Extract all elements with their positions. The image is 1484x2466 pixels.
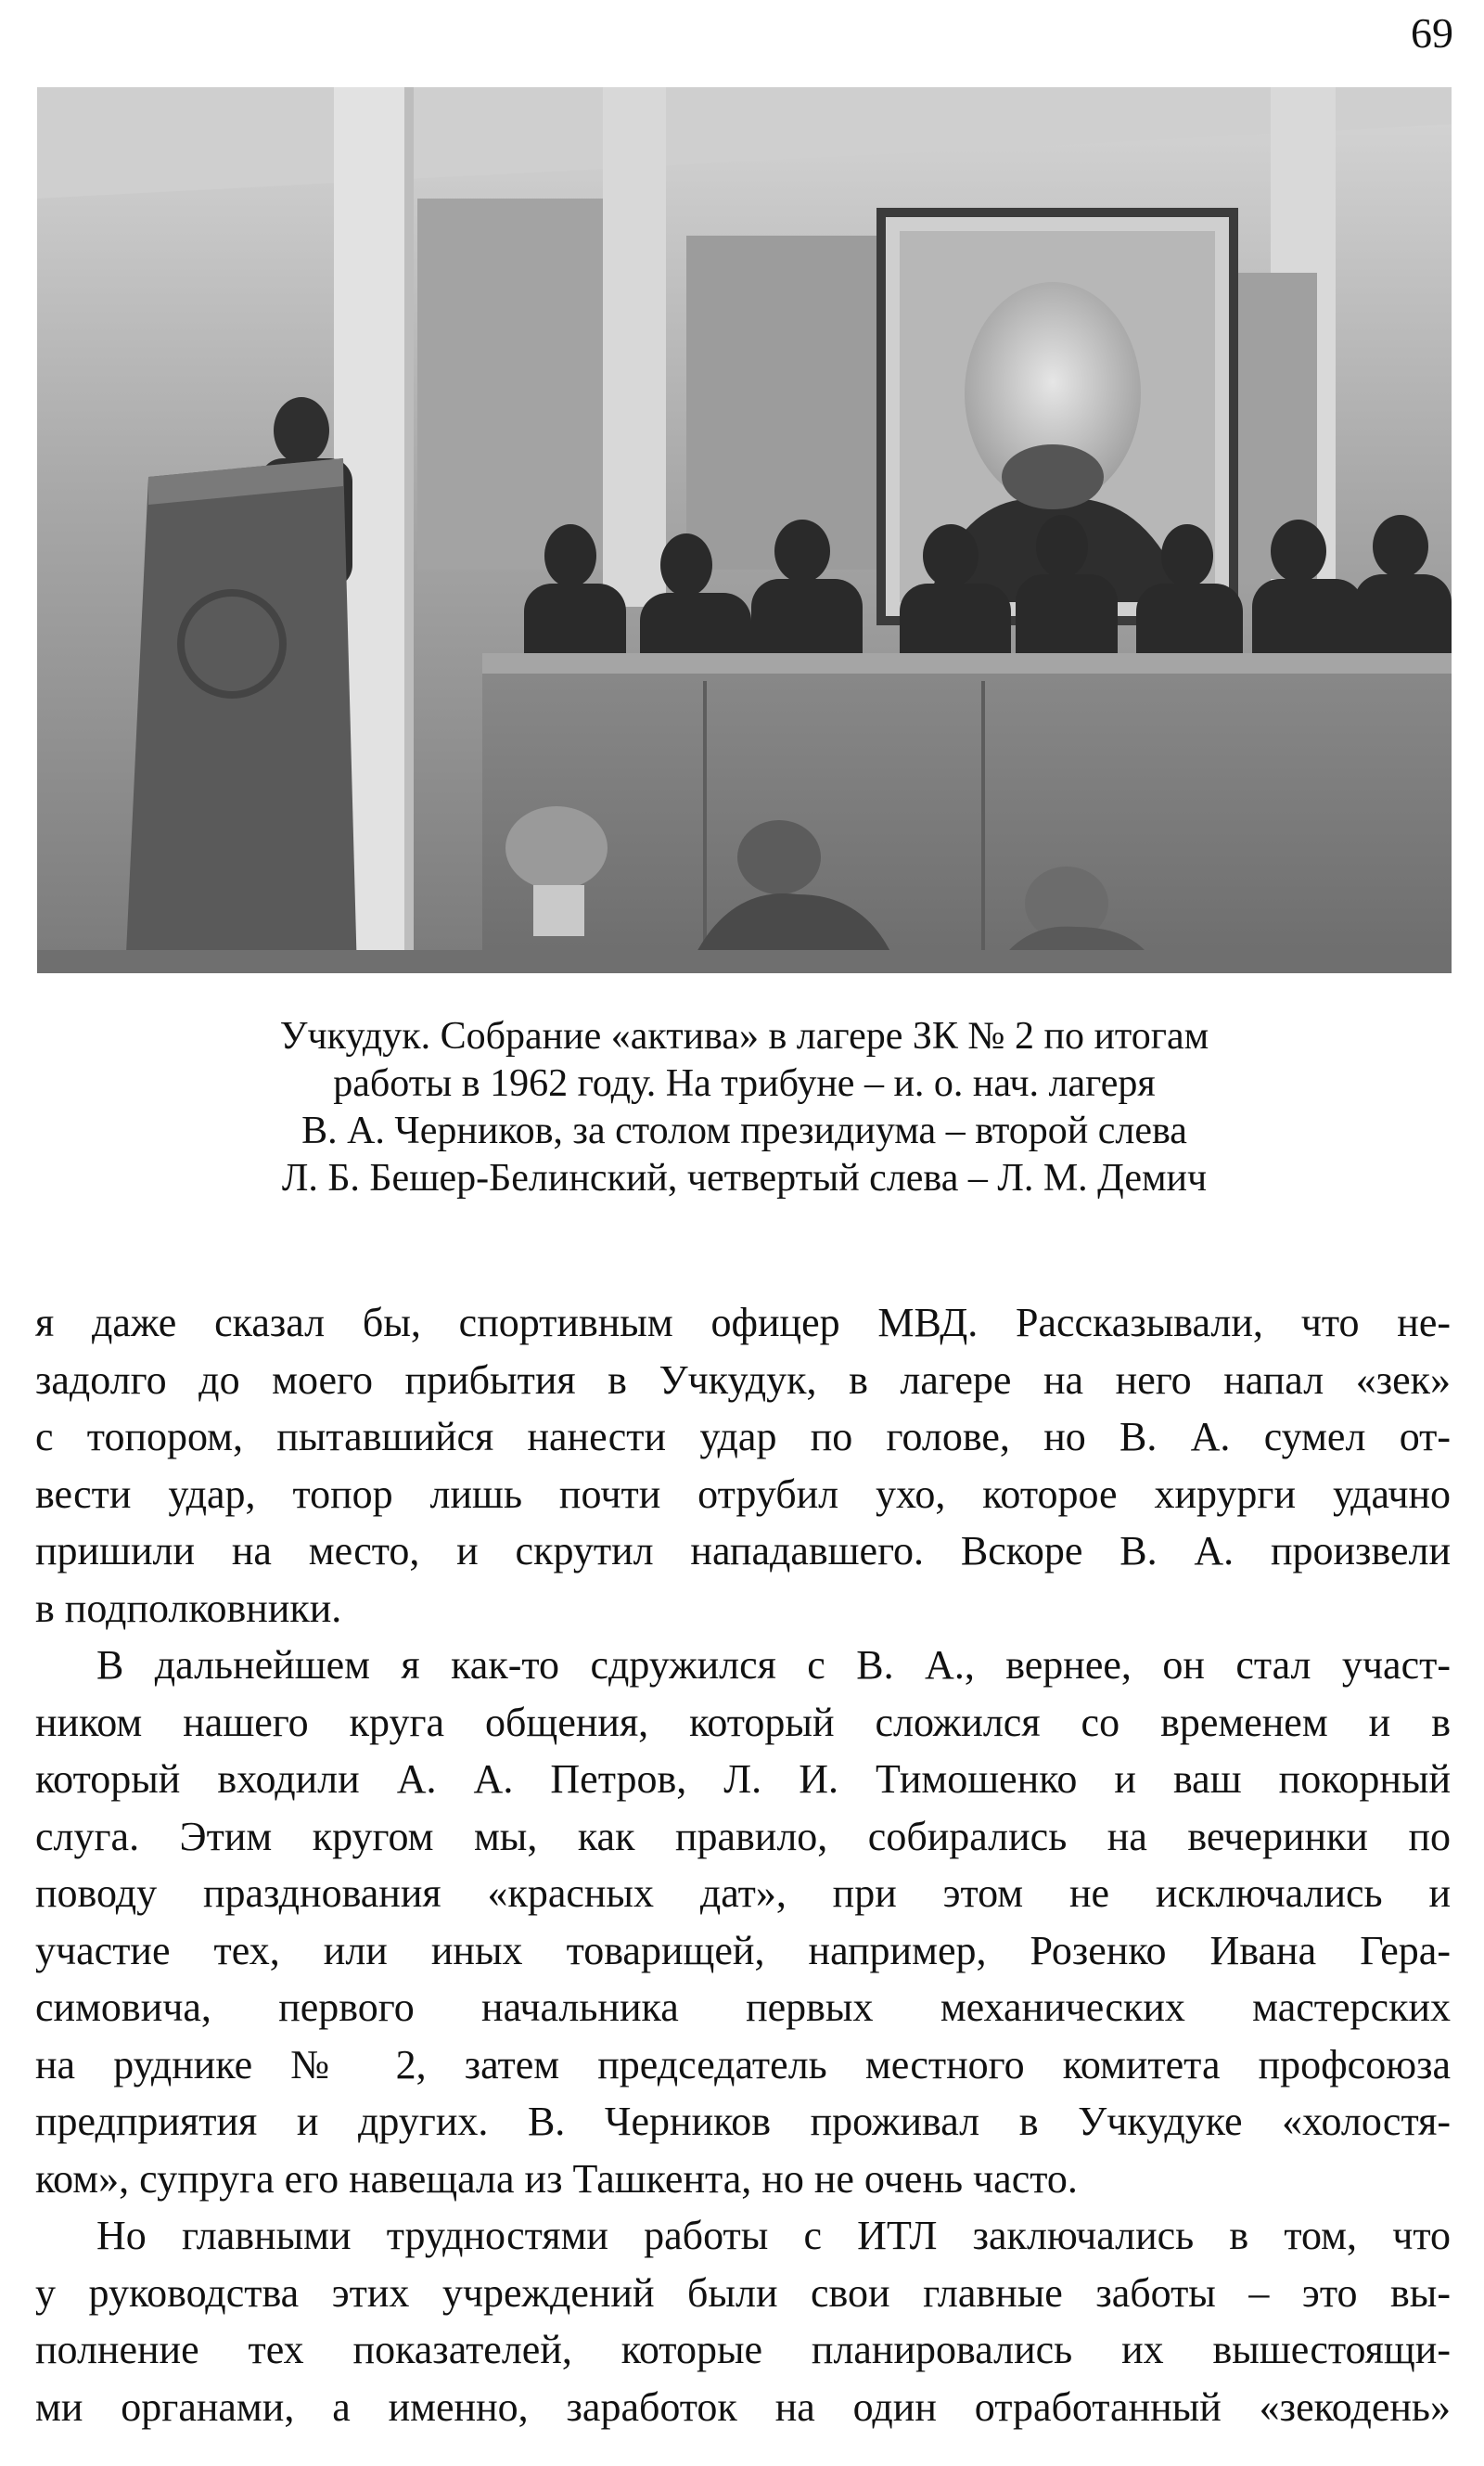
text-line: участие тех, или иных товарищей, например, Розенко Ивана Гера-: [35, 1927, 1451, 1973]
caption-line: Учкудук. Собрание «актива» в лагере ЗК № 2 по итогам: [279, 1015, 1209, 1058]
text-line: В дальнейшем я как-то сдружился с В. А., вернее, он стал участ-: [96, 1642, 1451, 1688]
caption-line: работы в 1962 году. На трибуне – и. о. нач. лагеря: [333, 1062, 1156, 1105]
text-line: симовича, первого начальника первых механических мастерских: [35, 1984, 1451, 2030]
text-line: ником нашего круга общения, который сложился со временем и в: [35, 1699, 1451, 1745]
text-line: в подполковники.: [35, 1585, 342, 1631]
text-line: предприятия и других. В. Черников проживал в Учкудуке «холостя-: [35, 2099, 1451, 2144]
text-line: ком», супруга его навещала из Ташкента, но не очень часто.: [35, 2155, 1078, 2202]
text-line: поводу празднования «красных дат», при этом не исключались и: [35, 1870, 1451, 1916]
text-line: ми органами, а именно, заработок на один отработанный «зекодень»: [35, 2383, 1451, 2430]
caption-line: Л. Б. Бешер-Белинский, четвертый слева – Л. М. Демич: [281, 1157, 1208, 1200]
text-line: слуга. Этим кругом мы, как правило, собирались на вечеринки по: [35, 1813, 1451, 1859]
paragraph-3: [35, 2207, 1451, 2435]
text-line: у руководства этих учреждений были свои главные заботы – это вы-: [35, 2269, 1451, 2316]
page-number: 69: [1411, 9, 1453, 57]
body-text: [35, 1294, 1451, 2435]
paragraph-1: [35, 1294, 1451, 1637]
text-line: я даже сказал бы, спортивным офицер МВД. Рассказывали, что не-: [35, 1300, 1451, 1345]
caption-line: В. А. Черников, за столом президиума – второй слева: [301, 1110, 1187, 1152]
photo-drawing: [37, 87, 1452, 973]
text-line: пришили на место, и скрутил нападавшего. Вскоре В. А. произвели: [35, 1528, 1451, 1573]
photo-caption: [37, 1013, 1452, 1202]
text-line: на руднике № 2, затем председатель местного комитета профсоюза: [35, 2041, 1451, 2087]
text-line: задолго до моего прибытия в Учкудук, в лагере на него напал «зек»: [35, 1356, 1451, 1403]
paragraph-2: [35, 1637, 1451, 2207]
text-line: вести удар, топор лишь почти отрубил ухо, которое хирурги удачно: [35, 1471, 1451, 1517]
text-line: с топором, пытавшийся нанести удар по голове, но В. А. сумел от-: [35, 1414, 1451, 1459]
text-line: который входили А. А. Петров, Л. И. Тимошенко и ваш покорный: [35, 1756, 1451, 1802]
meeting-photograph: [37, 87, 1452, 973]
text-line: Но главными трудностями работы с ИТЛ заключались в том, что: [96, 2213, 1451, 2258]
text-line: полнение тех показателей, которые планировались их вышестоящи-: [35, 2327, 1451, 2372]
